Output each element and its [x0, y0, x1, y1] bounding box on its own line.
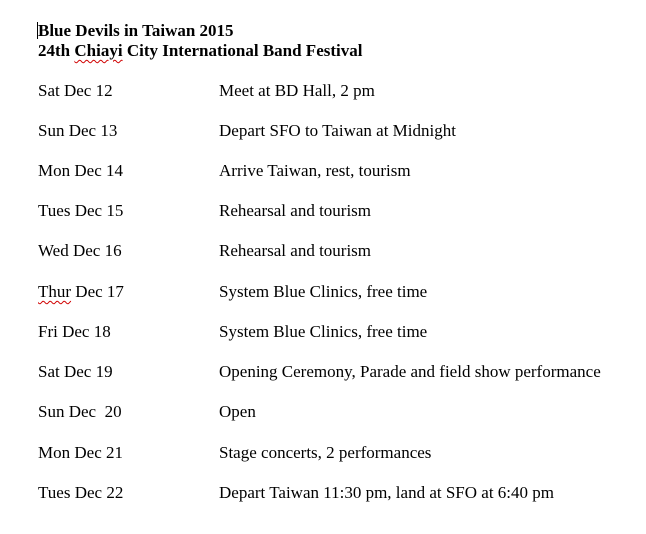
misspelled-word-thur[interactable]: Thur	[38, 282, 72, 301]
schedule-row	[0, 120, 646, 142]
schedule-date: Tues Dec 15	[38, 201, 124, 220]
schedule-date	[38, 281, 124, 303]
schedule-date: Sun Dec 20	[38, 402, 122, 421]
schedule-event: Rehearsal and tourism	[219, 241, 372, 260]
misspelled-word-chiayi[interactable]: Chiayi	[74, 41, 123, 60]
schedule-event: Open	[219, 402, 256, 421]
schedule-event: System Blue Clinics, free time	[219, 282, 428, 301]
schedule-date: Mon Dec 21	[38, 443, 123, 462]
schedule-row	[0, 281, 646, 303]
document-title: Blue Devils in Taiwan 2015	[38, 21, 234, 40]
schedule-row	[0, 160, 646, 182]
schedule-row	[0, 442, 646, 464]
schedule-date: Tues Dec 22	[38, 483, 124, 502]
document-subtitle	[38, 41, 362, 61]
schedule-date: Sun Dec 13	[38, 121, 118, 140]
schedule-date: Mon Dec 14	[38, 161, 123, 180]
schedule-event: Depart Taiwan 11:30 pm, land at SFO at 6:40 pm	[219, 483, 554, 502]
schedule-event: Meet at BD Hall, 2 pm	[219, 81, 375, 100]
schedule-event: Opening Ceremony, Parade and field show performance	[219, 362, 601, 381]
schedule-event: Arrive Taiwan, rest, tourism	[219, 161, 411, 180]
schedule-date: Wed Dec 16	[38, 241, 122, 260]
schedule-date-rest: Dec 17	[71, 282, 124, 301]
subtitle-suffix: City International Band Festival	[122, 41, 363, 60]
schedule-row	[0, 240, 646, 262]
schedule-date: Fri Dec 18	[38, 322, 111, 341]
schedule-event: System Blue Clinics, free time	[219, 322, 428, 341]
schedule-row	[0, 482, 646, 504]
schedule-row	[0, 80, 646, 102]
schedule-row	[0, 321, 646, 343]
subtitle-prefix: 24th	[38, 41, 75, 60]
schedule-date: Sat Dec 19	[38, 362, 113, 381]
schedule-event: Stage concerts, 2 performances	[219, 443, 432, 462]
schedule-event: Depart SFO to Taiwan at Midnight	[219, 121, 456, 140]
schedule-event: Rehearsal and tourism	[219, 201, 372, 220]
schedule-row	[0, 361, 646, 383]
schedule-row	[0, 401, 646, 423]
schedule-date: Sat Dec 12	[38, 81, 113, 100]
schedule-row	[0, 200, 646, 222]
